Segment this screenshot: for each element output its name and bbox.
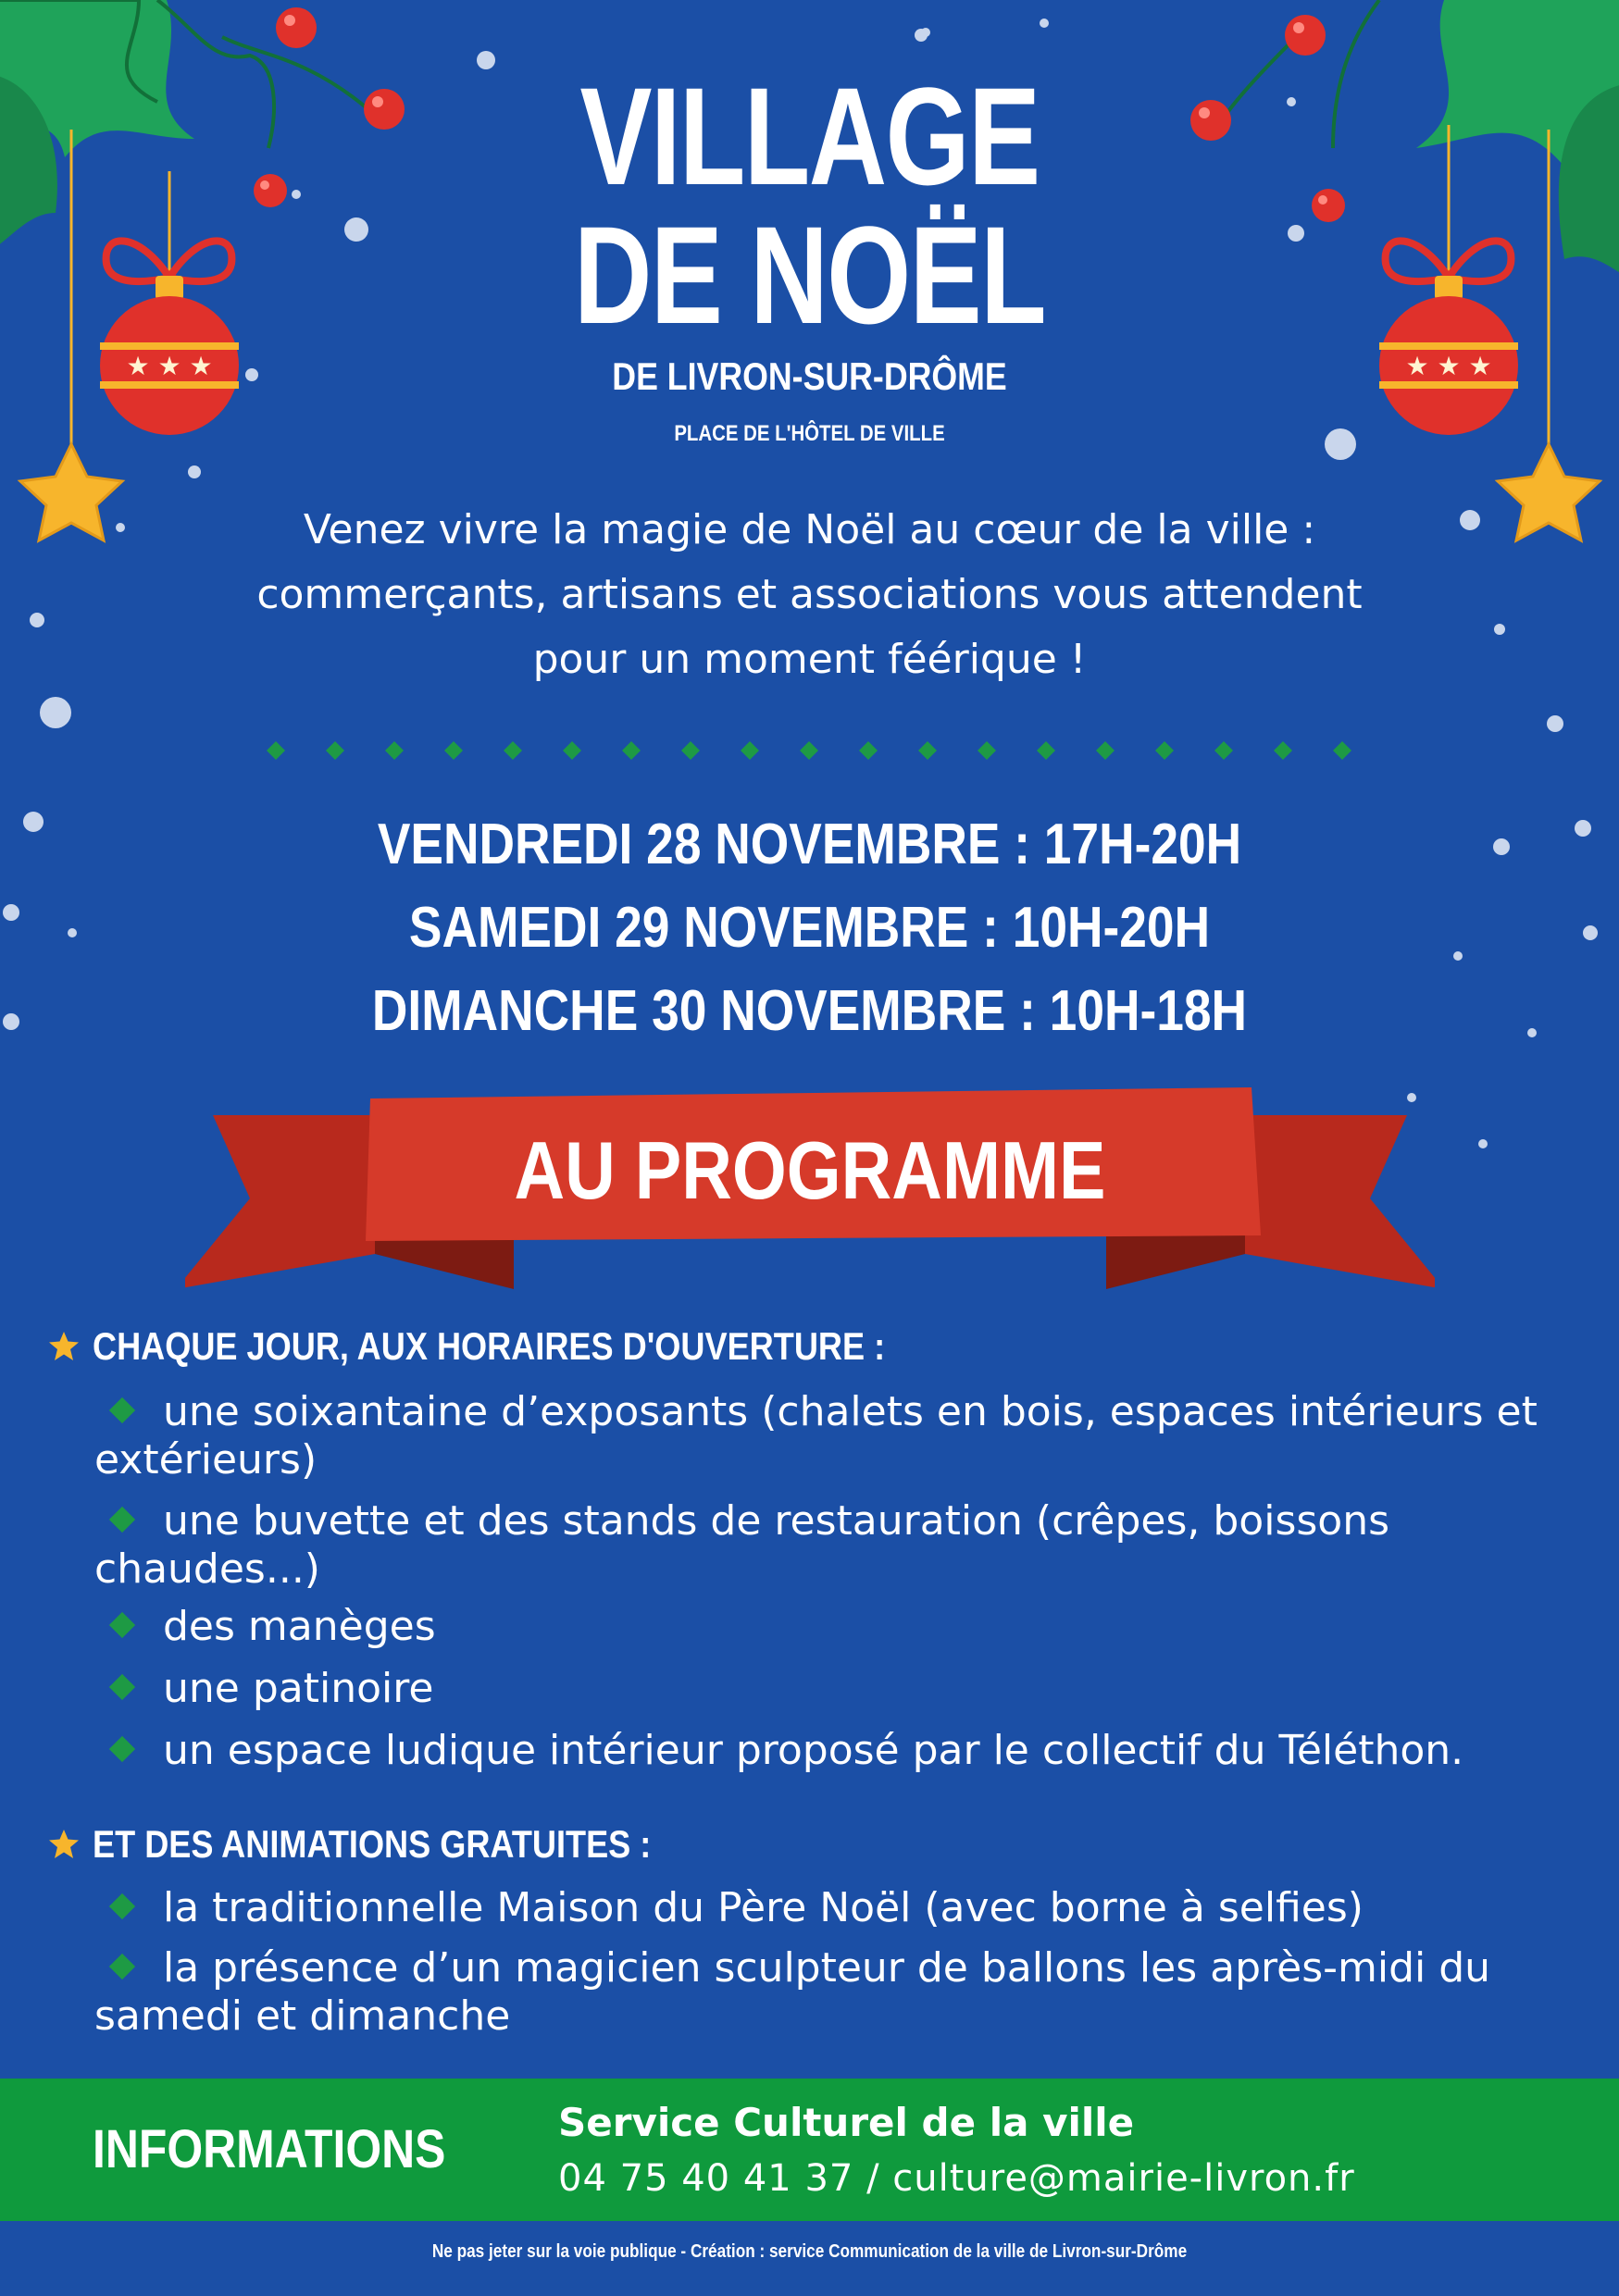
star-left bbox=[20, 444, 122, 540]
date-friday: VENDREDI 28 NOVEMBRE : 17H-20H bbox=[377, 813, 1242, 876]
diamond-icon bbox=[681, 741, 700, 760]
list-item: une patinoire bbox=[94, 1665, 1575, 1713]
diamond-icon bbox=[385, 741, 404, 760]
star-icon bbox=[48, 1829, 80, 1860]
list-item-continuation: chaudes...) bbox=[94, 1545, 320, 1593]
diamond-icon bbox=[563, 741, 581, 760]
info-contact: 04 75 40 41 37 / culture@mairie-livron.fr bbox=[558, 2157, 1355, 2200]
diamond-icon bbox=[800, 741, 818, 760]
diamond-icon bbox=[109, 1736, 135, 1762]
section-daily-title: CHAQUE JOUR, AUX HORAIRES D'OUVERTURE : bbox=[93, 1324, 886, 1368]
diamond-icon bbox=[1333, 741, 1351, 760]
diamond-icon bbox=[1155, 741, 1174, 760]
date-saturday: SAMEDI 29 NOVEMBRE : 10H-20H bbox=[408, 896, 1211, 960]
list-item: une soixantaine d’exposants (chalets en bois, espaces intérieurs et bbox=[94, 1388, 1575, 1436]
diamond-icon bbox=[978, 741, 996, 760]
venue: PLACE DE L'HÔTEL DE VILLE bbox=[674, 421, 945, 446]
banner-title: AU PROGRAMME bbox=[514, 1124, 1106, 1216]
svg-text:★ ★ ★: ★ ★ ★ bbox=[1405, 351, 1492, 381]
diamond-icon bbox=[109, 1674, 135, 1700]
section-free-title: ET DES ANIMATIONS GRATUITES : bbox=[93, 1822, 652, 1866]
list-item: un espace ludique intérieur proposé par le collectif du Téléthon. bbox=[94, 1727, 1575, 1775]
list-item: la traditionnelle Maison du Père Noël (avec borne à selfies) bbox=[94, 1884, 1575, 1932]
diamond-icon bbox=[1096, 741, 1115, 760]
subtitle: DE LIVRON-SUR-DRÔME bbox=[612, 354, 1007, 398]
svg-text:★ ★ ★: ★ ★ ★ bbox=[126, 351, 213, 381]
diamond-icon bbox=[109, 1612, 135, 1638]
diamond-icon bbox=[444, 741, 463, 760]
footer-note: Ne pas jeter sur la voie publique - Création : service Communication de la ville de Livron-sur-Drôme bbox=[431, 2241, 1188, 2262]
intro-line-3: pour un moment féérique ! bbox=[532, 636, 1087, 683]
list-item: une buvette et des stands de restauration (crêpes, boissons bbox=[94, 1497, 1575, 1545]
diamond-divider bbox=[0, 737, 1619, 764]
star-icon bbox=[48, 1331, 80, 1362]
diamond-icon bbox=[1214, 741, 1233, 760]
diamond-icon bbox=[109, 1893, 135, 1919]
date-sunday: DIMANCHE 30 NOVEMBRE : 10H-18H bbox=[371, 979, 1248, 1043]
info-label: INFORMATIONS bbox=[93, 2119, 446, 2179]
info-service: Service Culturel de la ville bbox=[558, 2100, 1135, 2145]
title-line-2: DE NOËL bbox=[573, 197, 1046, 353]
diamond-icon bbox=[109, 1954, 135, 1980]
diamond-icon bbox=[109, 1507, 135, 1533]
list-item: des manèges bbox=[94, 1603, 1575, 1651]
diamond-icon bbox=[109, 1397, 135, 1423]
star-right bbox=[1498, 444, 1600, 540]
diamond-icon bbox=[326, 741, 344, 760]
diamond-icon bbox=[267, 741, 285, 760]
diamond-icon bbox=[1037, 741, 1055, 760]
intro-line-1: Venez vivre la magie de Noël au cœur de la ville : bbox=[303, 506, 1316, 553]
title-line-1: VILLAGE bbox=[579, 58, 1040, 214]
diamond-icon bbox=[741, 741, 759, 760]
diamond-icon bbox=[859, 741, 878, 760]
info-bar bbox=[0, 2079, 1619, 2221]
intro-line-2: commerçants, artisans et associations vous attendent bbox=[256, 571, 1363, 618]
list-item-continuation: samedi et dimanche bbox=[94, 1992, 511, 2040]
diamond-icon bbox=[918, 741, 937, 760]
diamond-icon bbox=[504, 741, 522, 760]
diamond-icon bbox=[1274, 741, 1292, 760]
intro-text bbox=[185, 498, 1434, 692]
list-item: la présence d’un magicien sculpteur de ballons les après-midi du bbox=[94, 1944, 1575, 1992]
diamond-icon bbox=[622, 741, 641, 760]
list-item-continuation: extérieurs) bbox=[94, 1436, 318, 1483]
